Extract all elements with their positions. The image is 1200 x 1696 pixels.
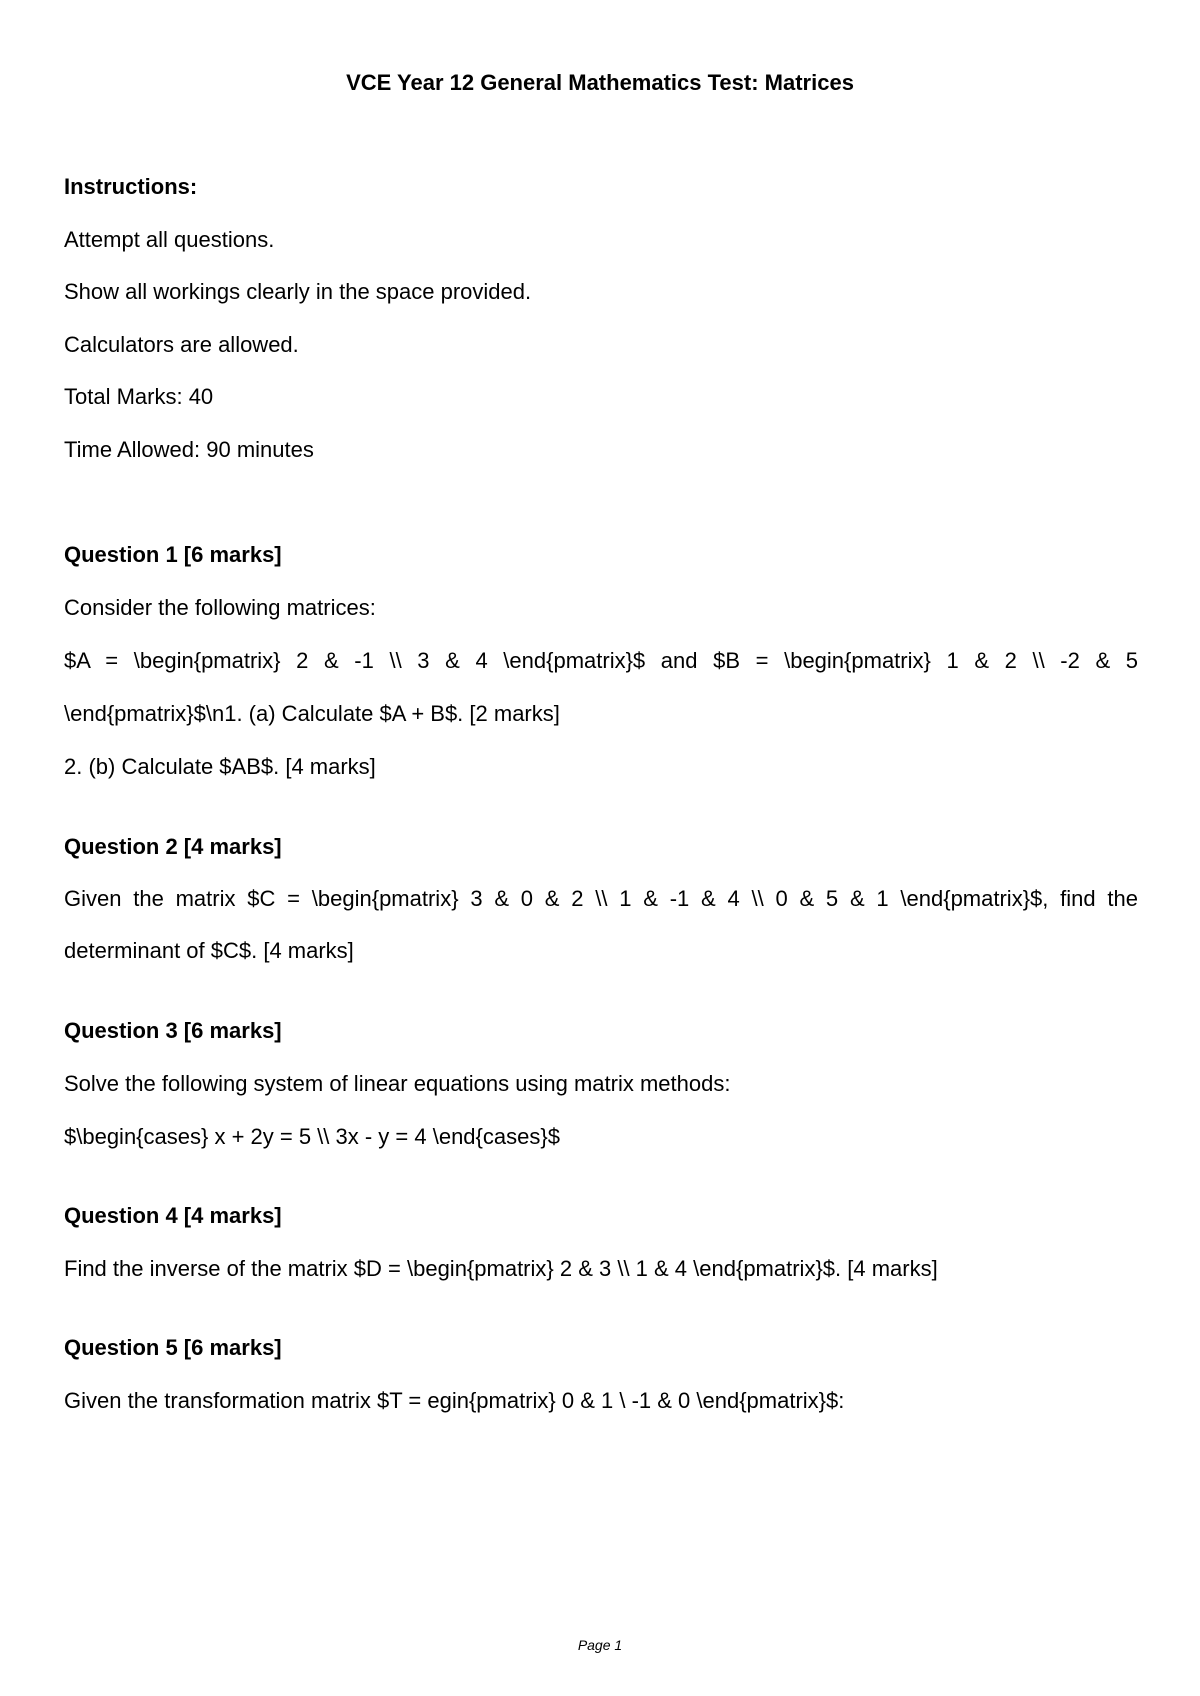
question-4-text: Find the inverse of the matrix $D = \begin{pmatrix} 2 & 3 \\ 1 & 4 \end{pmatrix}$. [4 marks]: [64, 1256, 938, 1281]
question-1-part-b: 2. (b) Calculate $AB$. [4 marks]: [64, 754, 376, 779]
instructions-heading: Instructions:: [64, 174, 198, 199]
question-1-part-a: \end{pmatrix}$\n1. (a) Calculate $A + B$. [2 marks]: [64, 701, 560, 726]
document-title: VCE Year 12 General Mathematics Test: Matrices: [346, 70, 854, 95]
page-number: Page 1: [577, 1637, 623, 1653]
question-3-heading: Question 3 [6 marks]: [64, 1018, 282, 1043]
question-2-text: determinant of $C$. [4 marks]: [64, 938, 354, 963]
question-2-heading: Question 2 [4 marks]: [64, 834, 282, 859]
question-5-text: Given the transformation matrix $T = egin{pmatrix} 0 & 1 \ -1 & 0 \end{pmatrix}$:: [64, 1388, 845, 1413]
question-2-text: Given the matrix $C = \begin{pmatrix} 3 & 0 & 2 \\ 1 & -1 & 4 \\ 0 & 5 & 1 \end{pmatrix}$, find the: [64, 886, 1138, 911]
instruction-item: Show all workings clearly in the space provided.: [64, 279, 532, 304]
instruction-item: Attempt all questions.: [64, 227, 275, 252]
question-1-matrices: $A = \begin{pmatrix} 2 & -1 \\ 3 & 4 \end{pmatrix}$ and $B = \begin{pmatrix} 1 & 2 \\ -2 & 5: [64, 648, 1138, 673]
question-1-heading: Question 1 [6 marks]: [64, 542, 282, 567]
instruction-item: Time Allowed: 90 minutes: [64, 437, 314, 462]
question-3-system: $\begin{cases} x + 2y = 5 \\ 3x - y = 4 \end{cases}$: [64, 1124, 560, 1149]
question-1-text: Consider the following matrices:: [64, 595, 376, 620]
question-4-heading: Question 4 [4 marks]: [64, 1203, 282, 1228]
question-5-heading: Question 5 [6 marks]: [64, 1335, 282, 1360]
instruction-item: Total Marks: 40: [64, 384, 214, 409]
instruction-item: Calculators are allowed.: [64, 332, 299, 357]
question-3-text: Solve the following system of linear equations using matrix methods:: [64, 1071, 731, 1096]
